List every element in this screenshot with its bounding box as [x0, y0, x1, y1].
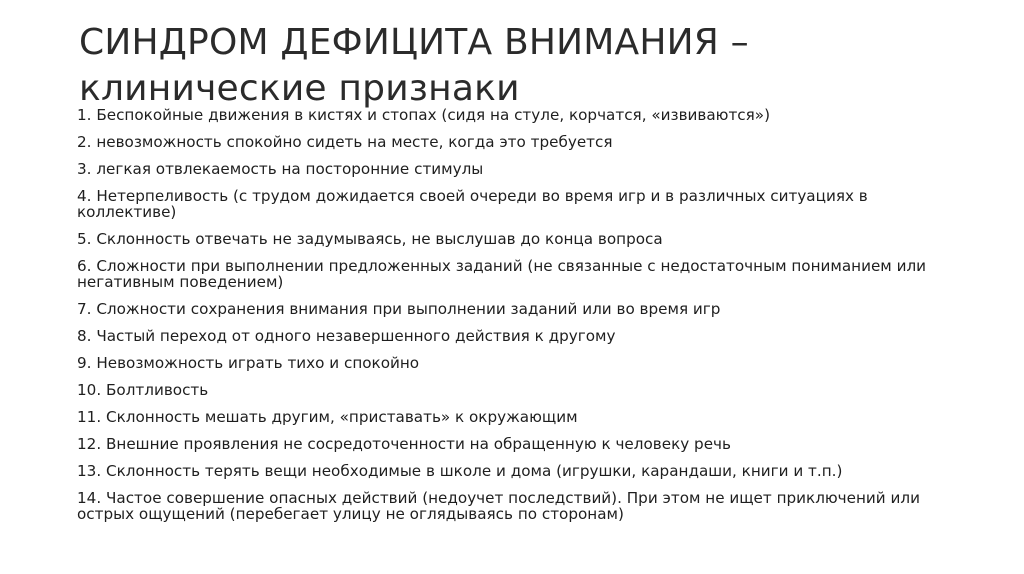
- list-item-text: 2. невозможность спокойно сидеть на месте, когда это требуется: [77, 133, 613, 151]
- list-item: [77, 463, 957, 479]
- list-item-text: 9. Невозможность играть тихо и спокойно: [77, 354, 420, 372]
- list-item-text: 12. Внешние проявления не сосредоточенности на обращенную к человеку речь: [77, 435, 731, 453]
- symptom-list: [77, 107, 957, 522]
- list-item: [77, 490, 957, 522]
- list-item: [77, 161, 957, 177]
- list-item: [77, 436, 957, 452]
- list-item-text: 10. Болтливость: [77, 381, 209, 399]
- list-item: [77, 188, 957, 220]
- list-item: [77, 355, 957, 371]
- list-item-text: 1. Беспокойные движения в кистях и стопах (сидя на стуле, корчатся, «извиваются»): [77, 106, 770, 124]
- list-item: [77, 328, 957, 344]
- list-item-text: 5. Склонность отвечать не задумываясь, не выслушав до конца вопроса: [77, 230, 663, 248]
- list-item-text: 11. Склонность мешать другим, «приставать» к окружающим: [77, 408, 578, 426]
- list-item: [77, 134, 957, 150]
- list-item: [77, 382, 957, 398]
- slide-title: [79, 20, 979, 112]
- list-item: [77, 107, 957, 123]
- list-item-text: 7. Сложности сохранения внимания при выполнении заданий или во время игр: [77, 300, 721, 318]
- list-item-text: 3. легкая отвлекаемость на посторонние стимулы: [77, 160, 484, 178]
- list-item: [77, 301, 957, 317]
- list-item-text: 14. Частое совершение опасных действий (недоучет последствий). При этом не ищет приключений или острых ощущений (перебегает улицу не оглядываясь по сторонам): [77, 489, 920, 523]
- list-item: [77, 409, 957, 425]
- list-item-text: 8. Частый переход от одного незавершенного действия к другому: [77, 327, 616, 345]
- list-item: [77, 231, 957, 247]
- list-item: [77, 258, 957, 290]
- list-item-text: 6. Сложности при выполнении предложенных заданий (не связанные с недостаточным пониманием или негативным поведением): [77, 257, 927, 291]
- slide-title-line-2: клинические признаки: [79, 68, 520, 109]
- list-item-text: 4. Нетерпеливость (с трудом дожидается своей очереди во время игр и в различных ситуациях в коллективе): [77, 187, 868, 221]
- slide-title-line-1: СИНДРОМ ДЕФИЦИТА ВНИМАНИЯ –: [79, 22, 749, 63]
- list-item-text: 13. Склонность терять вещи необходимые в школе и дома (игрушки, карандаши, книги и т.п.): [77, 462, 843, 480]
